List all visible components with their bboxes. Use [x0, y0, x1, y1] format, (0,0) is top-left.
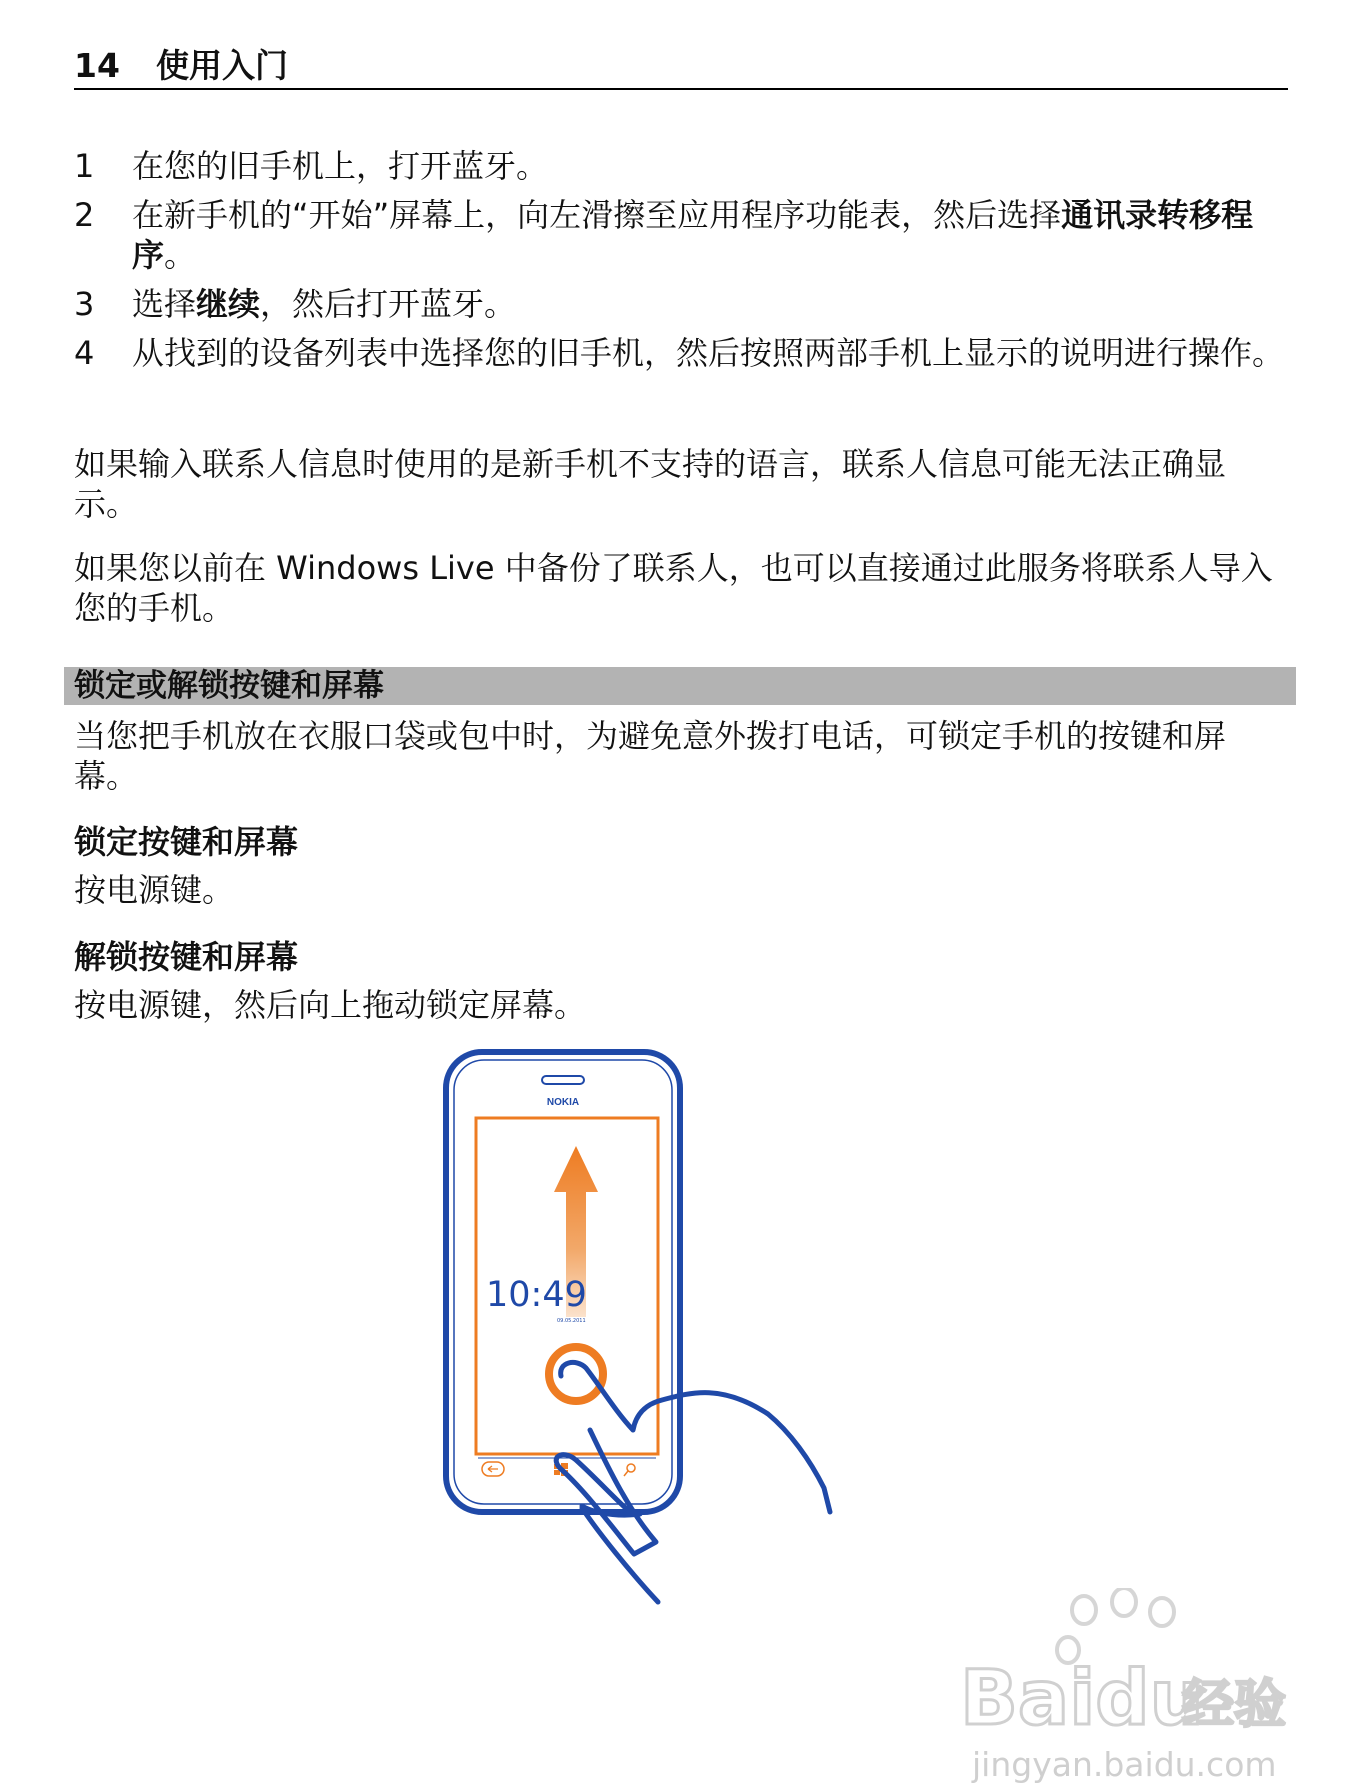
continue-label: 继续: [196, 285, 261, 323]
paw-logo-icon: [1057, 1588, 1174, 1663]
watermark-brand: Baidu: [960, 1653, 1204, 1742]
step-number: 1: [74, 147, 95, 185]
unlock-text: 按电源键，然后向上拖动锁定屏幕。: [74, 986, 587, 1024]
step-item: [74, 146, 1294, 186]
unlock-heading: 解锁按键和屏幕: [74, 938, 299, 976]
step-number: 2: [74, 196, 95, 234]
step-number: 3: [74, 285, 95, 323]
step-text: 在您的旧手机上，打开蓝牙。: [132, 147, 549, 185]
language-note: 如果输入联系人信息时使用的是新手机不支持的语言，联系人信息可能无法正确显示。: [74, 445, 1227, 523]
lock-heading: 锁定按键和屏幕: [74, 823, 299, 861]
step-text: 从找到的设备列表中选择您的旧手机，然后按照两部手机上显示的说明进行操作。: [132, 334, 1285, 372]
section-intro: 当您把手机放在衣服口袋或包中时，为避免意外拨打电话，可锁定手机的按键和屏幕。: [74, 717, 1227, 795]
chapter-title: 使用入门: [156, 46, 288, 85]
step-item: [74, 333, 1294, 373]
step-number: 4: [74, 334, 95, 372]
watermark-url: jingyan.baidu.com: [972, 1745, 1277, 1784]
page-header: [74, 46, 1288, 90]
steps-list: [74, 146, 1294, 382]
lock-text: 按电源键。: [74, 871, 235, 909]
step-item: [74, 195, 1294, 275]
page-number: 14: [74, 46, 120, 85]
lock-date: 09.05.2011: [557, 1318, 586, 1324]
baidu-jingyan-watermark: [958, 1588, 1288, 1788]
phone-unlock-illustration: [430, 1042, 920, 1622]
step-item: [74, 284, 1294, 324]
watermark-label: 经验: [1182, 1675, 1287, 1735]
app-name-contacts-transfer: 通讯录转移程序: [132, 196, 1254, 274]
step-text: 选择继续，然后打开蓝牙。: [132, 285, 517, 323]
windows-live-note: 如果您以前在 Windows Live 中备份了联系人，也可以直接通过此服务将联系人导入您的手机。: [74, 549, 1273, 627]
step-text: 在新手机的“开始”屏幕上，向左滑擦至应用程序功能表，然后选择通讯录转移程序。: [132, 196, 1254, 274]
lock-time: 10:49: [486, 1275, 587, 1315]
section-heading: 锁定或解锁按键和屏幕: [64, 667, 1296, 705]
phone-brand: NOKIA: [546, 1097, 580, 1108]
